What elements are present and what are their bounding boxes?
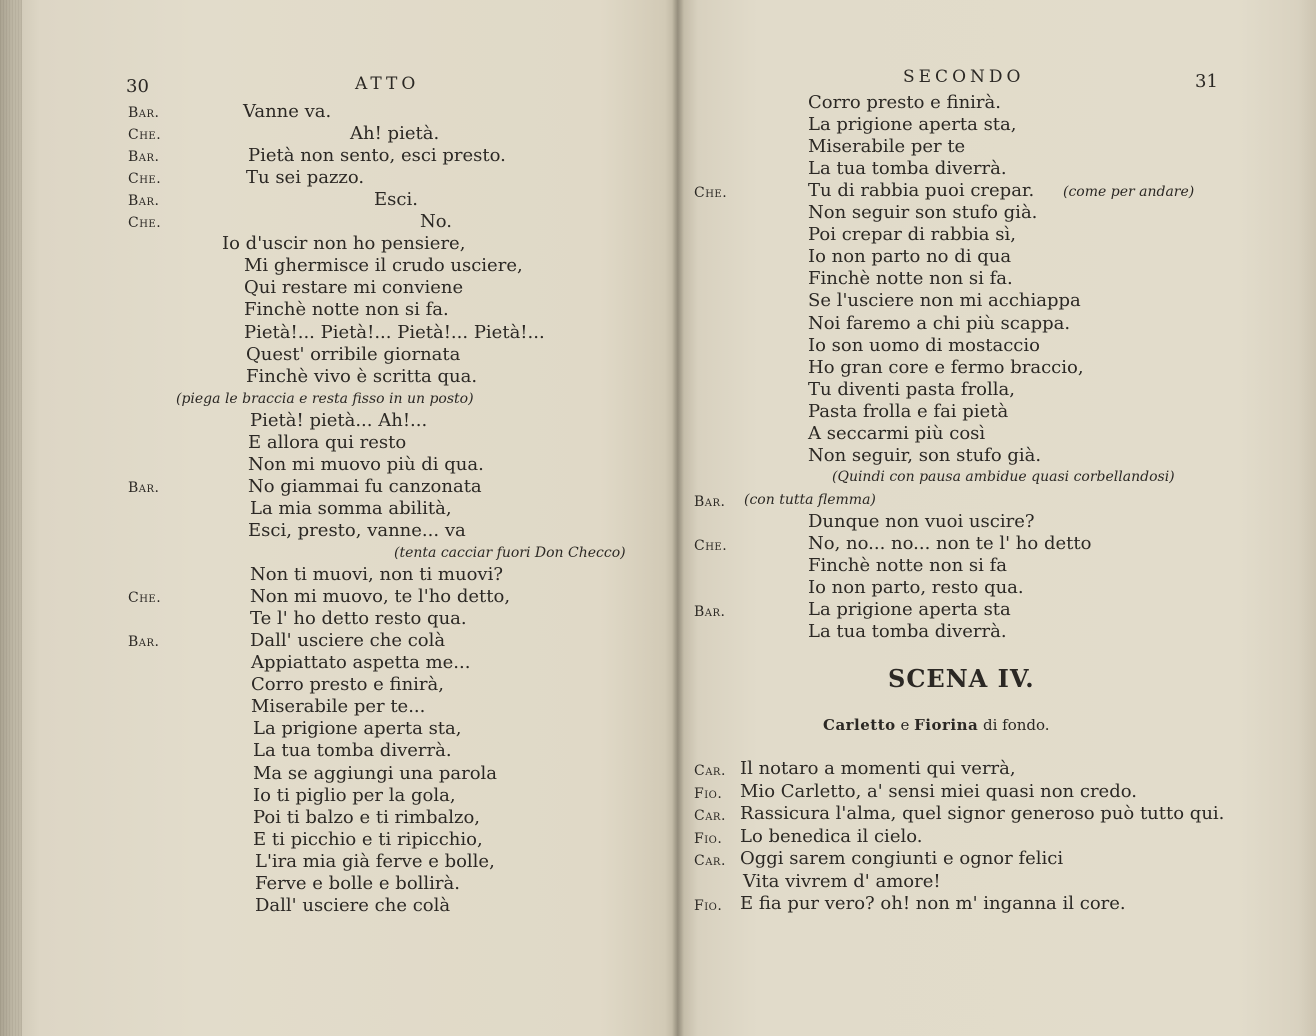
dialogue-line: Mio Carletto, a' sensi miei quasi non credo. (740, 780, 1137, 802)
left-running-head: ATTO (355, 74, 420, 94)
stage-direction: (piega le braccia e resta fisso in un posto) (176, 390, 474, 407)
verse-line: Vanne va. (243, 101, 332, 122)
speaker-label: Bar. (694, 604, 726, 621)
scene-title: SCENA IV. (888, 664, 1035, 693)
verse-line: Non seguir, son stufo già. (808, 444, 1042, 466)
verse-line: Io non parto no di qua (808, 246, 1012, 268)
verse-line: Ferve e bolle e bollirà. (255, 872, 460, 894)
scene-character-1: Carletto (823, 716, 896, 734)
verse-line: Non mi muovo più di qua. (248, 453, 484, 475)
verse-line: La tua tomba diverrà. (253, 740, 452, 762)
speaker-label: Bar. (128, 149, 160, 166)
verse-line: Io non parto, resto qua. (808, 577, 1024, 599)
verse-line: Io d'uscir non ho pensiere, (222, 233, 466, 255)
dialogue-line: Lo benedica il cielo. (740, 825, 923, 847)
speaker-label: Che. (128, 590, 162, 607)
right-running-head: SECONDO (903, 67, 1025, 87)
speaker-label: Fio. (694, 830, 723, 847)
verse-line: La tua tomba diverrà. (808, 621, 1007, 643)
verse-line: Ah! pietà. (350, 123, 440, 145)
verse-line: Esci. (374, 189, 418, 211)
verse-line: Appiattato aspetta me... (251, 652, 471, 674)
verse-line: No. (420, 211, 452, 233)
verse-line: No, no... no... non te l' ho detto (808, 533, 1092, 554)
verse-line: L'ira mia già ferve e bolle, (255, 850, 495, 872)
verse-line: La prigione aperta sta, (808, 114, 1017, 136)
verse-line: Finchè notte non si fa. (808, 268, 1013, 290)
speaker-label: Car. (694, 853, 726, 869)
verse-line: Dunque non vuoi uscire? (808, 510, 1035, 532)
stage-direction: (come per andare) (1063, 184, 1195, 201)
verse-line: Pietà non sento, esci presto. (248, 145, 506, 167)
verse-line: La prigione aperta sta (808, 599, 1011, 621)
speaker-label: Che. (694, 538, 728, 554)
stage-direction: (con tutta flemma) (744, 491, 876, 508)
page-edge (0, 0, 22, 1036)
verse-line: Tu diventi pasta frolla, (808, 378, 1015, 400)
verse-line: Ma se aggiungi una parola (253, 762, 498, 784)
verse-line: Qui restare mi conviene (244, 277, 464, 299)
left-page-number: 30 (126, 76, 149, 97)
verse-line: No giammai fu canzonata (248, 475, 482, 497)
speaker-label: Bar. (128, 634, 160, 651)
verse-line: Poi crepar di rabbia sì, (808, 224, 1016, 246)
verse-line: Pasta frolla e fai pietà (808, 400, 1009, 422)
verse-line: E allora qui resto (248, 431, 407, 453)
verse-line: A seccarmi più così (808, 422, 986, 444)
verse-line: Corro presto e finirà. (808, 92, 1001, 113)
verse-line: Se l'usciere non mi acchiappa (808, 290, 1081, 312)
speaker-label: Che. (128, 215, 162, 232)
verse-line: Esci, presto, vanne... va (248, 519, 466, 541)
verse-line: E ti picchio e ti ripicchio, (253, 828, 483, 850)
dialogue-line: Rassicura l'alma, quel signor generoso può tutto qui. (740, 803, 1225, 824)
stage-direction: (Quindi con pausa ambidue quasi corbellandosi) (832, 468, 1175, 485)
verse-line: Tu di rabbia puoi crepar. (808, 180, 1035, 202)
scene-conjunction: e (900, 716, 910, 734)
dialogue-line: Oggi sarem congiunti e ognor felici (740, 848, 1064, 869)
speaker-label: Car. (694, 763, 726, 779)
speaker-label: Car. (694, 808, 726, 824)
speaker-label: Bar. (128, 105, 160, 121)
verse-line: Quest' orribile giornata (246, 343, 461, 365)
verse-line: Finchè notte non si fa. (244, 299, 449, 321)
verse-line: Te l' ho detto resto qua. (250, 608, 467, 630)
speaker-label: Fio. (694, 898, 723, 914)
verse-line: Dall' usciere che colà (250, 630, 446, 652)
verse-line: Noi faremo a chi più scappa. (808, 312, 1071, 334)
verse-line: Ho gran core e fermo braccio, (808, 356, 1084, 378)
verse-line: Non mi muovo, te l'ho detto, (250, 586, 511, 608)
stage-direction: (tenta cacciar fuori Don Checco) (394, 545, 626, 561)
verse-line: Miserabile per te (808, 136, 966, 158)
dialogue-line: E fia pur vero? oh! non m' inganna il core. (740, 893, 1126, 914)
scene-characters (823, 716, 1050, 734)
verse-line: Non seguir son stufo già. (808, 202, 1038, 224)
verse-line: Miserabile per te... (251, 696, 426, 718)
verse-line: La tua tomba diverrà. (808, 158, 1007, 180)
speaker-label: Che. (128, 127, 162, 144)
verse-line: La prigione aperta sta, (253, 718, 462, 740)
verse-line: Non ti muovi, non ti muovi? (250, 564, 504, 586)
verse-line: Io son uomo di mostaccio (808, 334, 1040, 356)
verse-line: Pietà! pietà... Ah!... (250, 409, 428, 431)
verse-line: Io ti piglio per la gola, (253, 784, 456, 806)
right-page-number: 31 (1195, 71, 1218, 92)
verse-line: Poi ti balzo e ti rimbalzo, (253, 806, 481, 828)
verse-line: Tu sei pazzo. (246, 167, 365, 189)
dialogue-line: Vita vivrem d' amore! (743, 870, 941, 892)
verse-line: La mia somma abilità, (250, 497, 452, 519)
verse-line: Mi ghermisce il crudo usciere, (244, 255, 523, 277)
speaker-label: Bar. (128, 193, 160, 210)
scene-character-2: Fiorina (914, 716, 979, 734)
verse-line: Pietà!... Pietà!... Pietà!... Pietà!... (244, 321, 545, 343)
verse-line: Finchè notte non si fa (808, 555, 1008, 577)
speaker-label: Bar. (694, 493, 726, 510)
dialogue-line: Il notaro a momenti qui verrà, (740, 758, 1016, 779)
verse-line: Finchè vivo è scritta qua. (246, 365, 478, 387)
book-gutter (672, 0, 684, 1036)
verse-line: Dall' usciere che colà (255, 894, 451, 916)
scene-location: di fondo. (983, 716, 1050, 734)
speaker-label: Che. (694, 185, 728, 202)
speaker-label: Che. (128, 171, 162, 188)
speaker-label: Fio. (694, 785, 723, 802)
speaker-label: Bar. (128, 479, 160, 496)
verse-line: Corro presto e finirà, (251, 674, 444, 696)
